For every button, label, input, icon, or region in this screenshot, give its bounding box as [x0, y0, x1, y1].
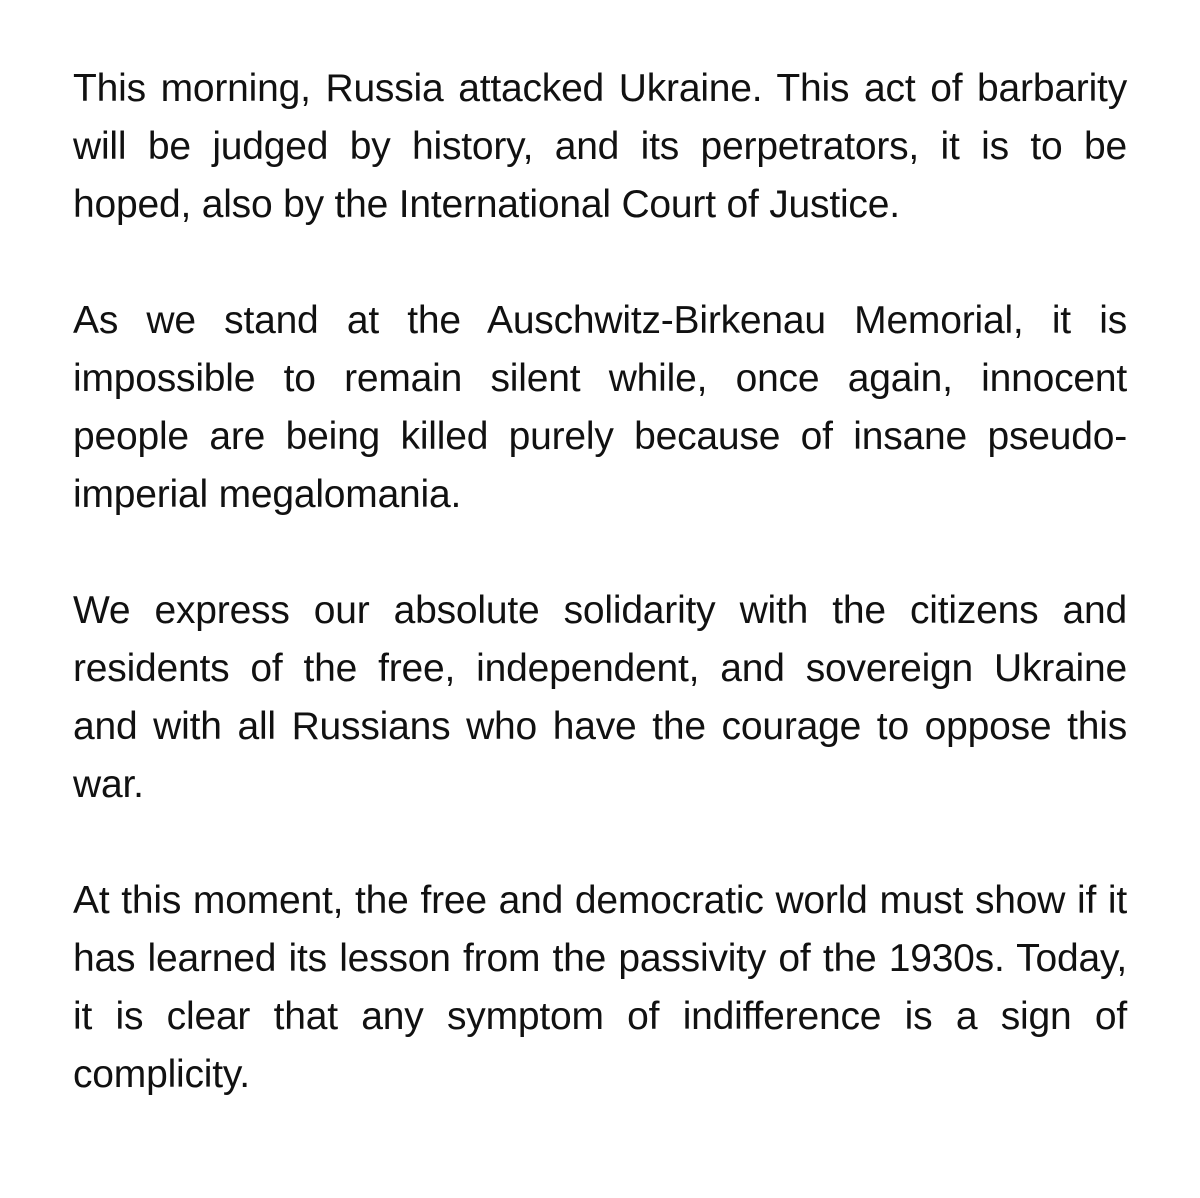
paragraph-attack: This morning, Russia attacked Ukraine. This act of barbarity will be judged by history, and its perpetrators, it is to be hoped, also by the International Court of Justice. [73, 67, 1127, 226]
paragraph-memorial: As we stand at the Auschwitz-Birkenau Memorial, it is impossible to remain silent while, once again, innocent people are being killed purely because of insane pseudo-imperial megalomania. [73, 299, 1127, 516]
paragraph-complicity: At this moment, the free and democratic world must show if it has learned its lesson from the passivity of the 1930s. Today, it is clear that any symptom of indifference is a sign of complicity. [73, 879, 1127, 1096]
statement-document [73, 60, 1127, 1104]
paragraph-solidarity: We express our absolute solidarity with the citizens and residents of the free, independent, and sovereign Ukraine and with all Russians who have the courage to oppose this war. [73, 589, 1127, 806]
